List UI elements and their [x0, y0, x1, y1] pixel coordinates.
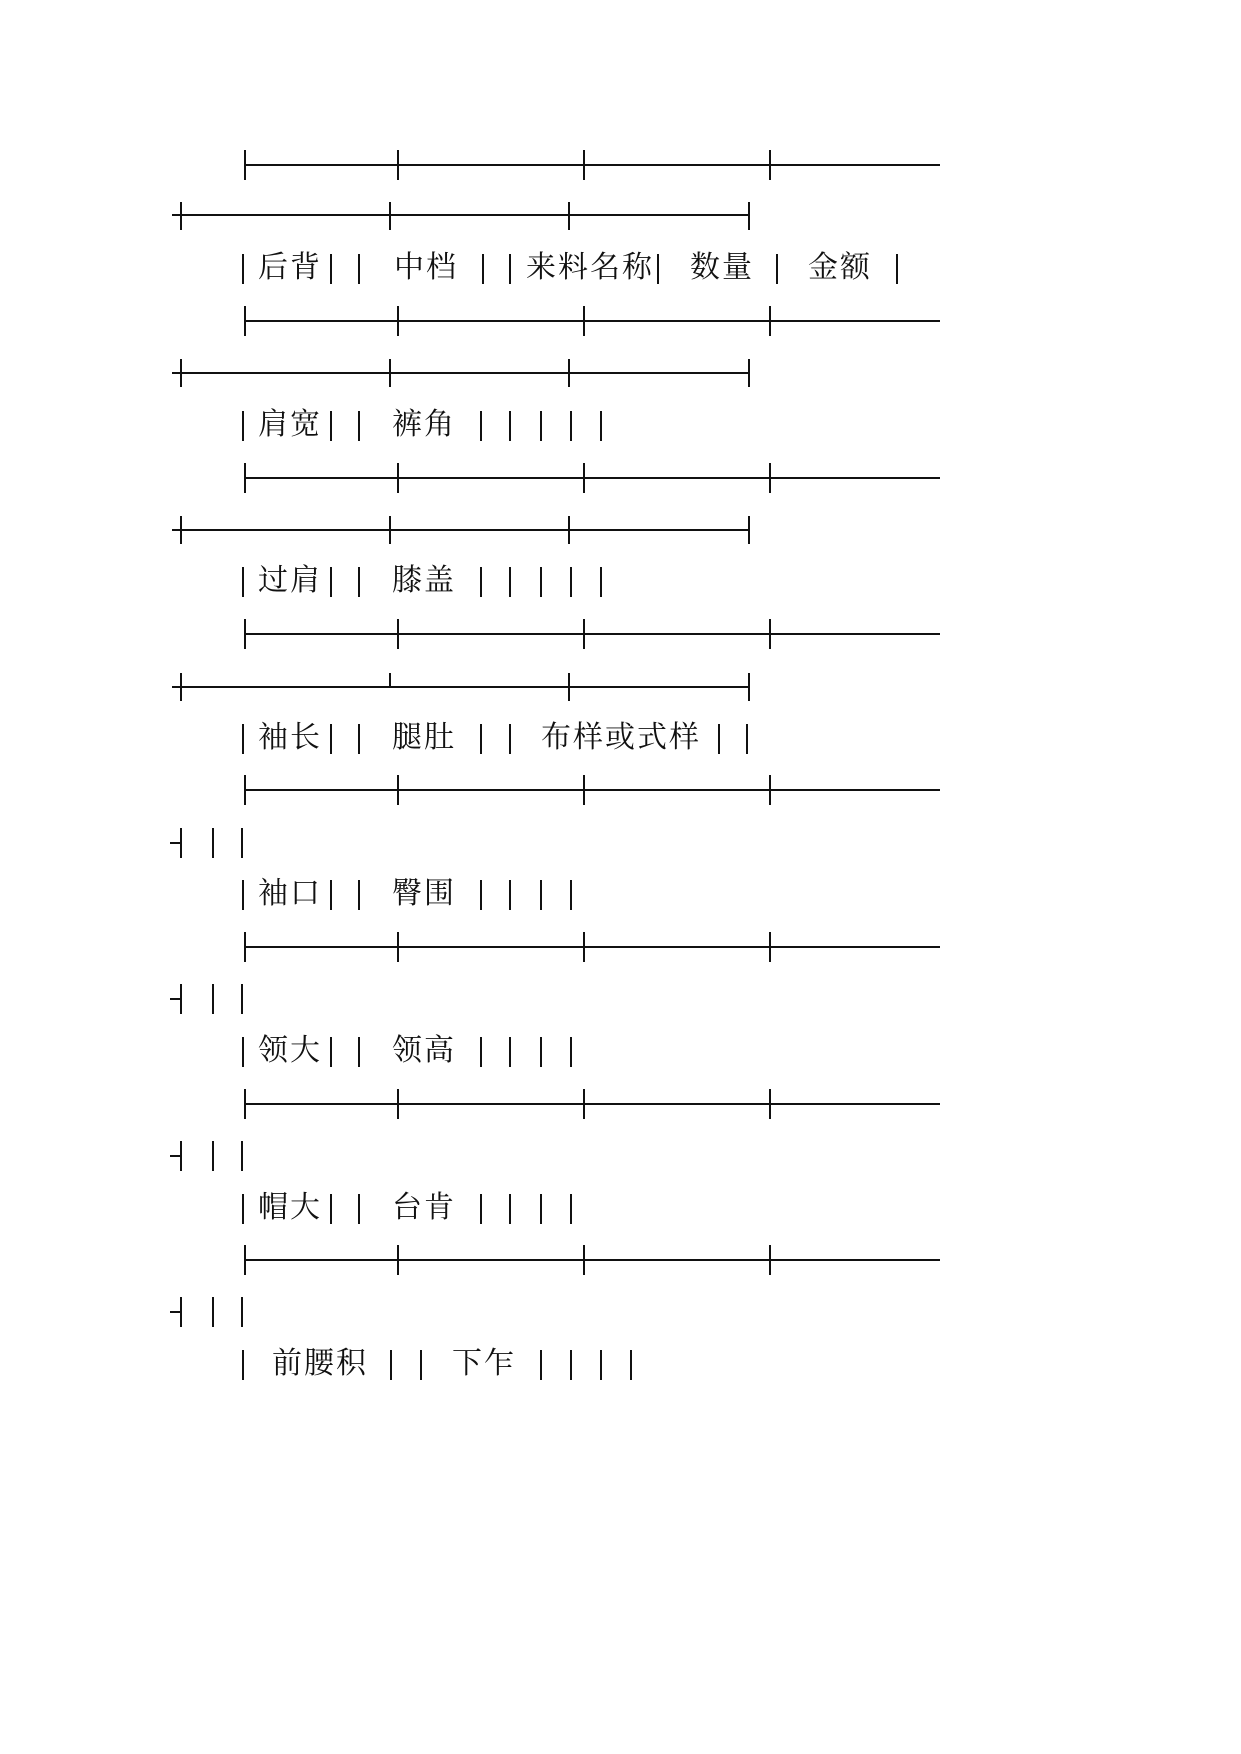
- cell-border: [540, 1037, 542, 1067]
- cell-border: [718, 724, 720, 754]
- cell-border: [509, 880, 511, 910]
- table-rule: [245, 320, 940, 322]
- cell-border: [180, 1141, 182, 1171]
- table-rule-tick: [568, 202, 570, 230]
- table-rule: [172, 214, 750, 216]
- cell-border: [330, 254, 332, 284]
- label-zhongdang: 中档: [394, 250, 458, 285]
- label-buyang: 布样或式样: [541, 720, 701, 755]
- label-xiuchang: 袖长: [258, 720, 322, 755]
- label-xiukou: 袖口: [258, 876, 322, 911]
- cell-border: [657, 254, 659, 284]
- cell-border: [358, 1037, 360, 1067]
- cell-border: [480, 567, 482, 597]
- cell-border: [330, 411, 332, 441]
- cell-border: [480, 1194, 482, 1224]
- table-rule-tick: [397, 619, 399, 649]
- table-rule-tick: [568, 359, 570, 387]
- label-houbei: 后背: [258, 250, 322, 285]
- cell-border: [509, 254, 511, 284]
- table-rule: [245, 477, 940, 479]
- cell-border: [540, 567, 542, 597]
- cell-border: [480, 724, 482, 754]
- label-kujiao: 裤角: [392, 407, 456, 442]
- cell-border: [509, 567, 511, 597]
- cell-border: [180, 1297, 182, 1327]
- table-rule-tick: [769, 775, 771, 805]
- table-rule-tick: [397, 932, 399, 962]
- cell-border: [180, 828, 182, 858]
- cell-border: [630, 1350, 632, 1380]
- table-rule: [245, 789, 940, 791]
- table-rule-tick: [244, 619, 246, 649]
- table-rule-tick: [769, 932, 771, 962]
- table-rule-tick: [397, 1245, 399, 1275]
- label-lingda: 领大: [258, 1033, 322, 1068]
- cell-border: [570, 1037, 572, 1067]
- cell-border: [242, 1350, 244, 1380]
- cell-border: [570, 567, 572, 597]
- cell-border: [390, 1350, 392, 1380]
- table-rule-tick: [769, 150, 771, 180]
- table-rule-tick: [244, 150, 246, 180]
- cell-border: [540, 1194, 542, 1224]
- table-rule: [172, 686, 750, 688]
- table-rule-tick: [389, 202, 391, 230]
- cell-border: [358, 1194, 360, 1224]
- table-rule-tick: [244, 463, 246, 493]
- cell-border: [776, 254, 778, 284]
- table-rule-tick: [244, 932, 246, 962]
- cell-border: [482, 254, 484, 284]
- table-rule-tick: [583, 306, 585, 336]
- table-rule-tick: [389, 359, 391, 387]
- label-jiankuan: 肩宽: [258, 407, 322, 442]
- cell-border: [358, 724, 360, 754]
- table-rule-tick: [583, 775, 585, 805]
- table-rule-tick: [769, 463, 771, 493]
- cell-border: [242, 1194, 244, 1224]
- table-rule-tick: [180, 673, 182, 701]
- label-xigai: 膝盖: [392, 563, 456, 598]
- cell-border: [330, 880, 332, 910]
- cell-border: [570, 880, 572, 910]
- cell-border: [509, 1194, 511, 1224]
- cell-border: [242, 724, 244, 754]
- cell-border: [570, 411, 572, 441]
- cell-border: [330, 1194, 332, 1224]
- cell-border: [241, 1297, 243, 1327]
- table-rule-tick: [568, 516, 570, 544]
- table-rule-tick: [389, 516, 391, 544]
- cell-border: [509, 1037, 511, 1067]
- cell-border: [330, 1037, 332, 1067]
- table-rule-tick: [397, 775, 399, 805]
- table-rule-tick: [583, 1089, 585, 1119]
- cell-border: [746, 724, 748, 754]
- cell-border: [540, 1350, 542, 1380]
- cell-border: [212, 828, 214, 858]
- cell-border: [241, 1141, 243, 1171]
- table-rule-tick: [583, 932, 585, 962]
- cell-border: [242, 880, 244, 910]
- cell-border: [540, 411, 542, 441]
- table-rule-tick: [769, 1089, 771, 1119]
- cell-border: [180, 984, 182, 1014]
- cell-border: [242, 254, 244, 284]
- cell-border: [330, 567, 332, 597]
- table-rule: [245, 164, 940, 166]
- cell-border: [241, 984, 243, 1014]
- table-rule-tick: [748, 516, 750, 544]
- table-rule-tick: [583, 150, 585, 180]
- label-xiazha: 下乍: [452, 1346, 516, 1381]
- cell-border: [540, 880, 542, 910]
- label-maoda: 帽大: [258, 1190, 322, 1225]
- label-jine: 金额: [808, 250, 872, 285]
- table-rule-tick: [180, 359, 182, 387]
- cell-border: [480, 880, 482, 910]
- cell-border: [480, 411, 482, 441]
- table-rule: [172, 372, 750, 374]
- label-linggao: 领高: [392, 1033, 456, 1068]
- table-rule: [245, 1259, 940, 1261]
- table-rule: [245, 633, 940, 635]
- cell-border: [241, 828, 243, 858]
- label-tunwei: 臀围: [392, 876, 456, 911]
- table-rule-tick: [748, 202, 750, 230]
- table-rule-tick: [397, 463, 399, 493]
- table-rule-tick: [389, 673, 391, 687]
- label-shuliang: 数量: [690, 250, 754, 285]
- cell-border: [212, 1141, 214, 1171]
- table-rule-tick: [769, 1245, 771, 1275]
- cell-border: [358, 567, 360, 597]
- cell-border: [570, 1350, 572, 1380]
- table-rule-tick: [748, 359, 750, 387]
- label-tuidu: 腿肚: [392, 720, 456, 755]
- cell-border: [212, 984, 214, 1014]
- table-rule-tick: [244, 775, 246, 805]
- cell-border: [509, 724, 511, 754]
- table-rule-tick: [769, 306, 771, 336]
- table-rule-tick: [397, 306, 399, 336]
- cell-border: [212, 1297, 214, 1327]
- table-rule-tick: [583, 1245, 585, 1275]
- table-rule-tick: [769, 619, 771, 649]
- cell-border: [600, 411, 602, 441]
- table-rule: [245, 946, 940, 948]
- label-guojian: 过肩: [258, 563, 322, 598]
- table-rule-tick: [244, 1245, 246, 1275]
- cell-border: [420, 1350, 422, 1380]
- cell-border: [242, 411, 244, 441]
- label-taiken: 台肯: [392, 1190, 456, 1225]
- table-rule-tick: [397, 1089, 399, 1119]
- label-laoliao: 来料名称: [526, 250, 654, 285]
- table-rule-tick: [748, 673, 750, 701]
- cell-border: [358, 411, 360, 441]
- cell-border: [509, 411, 511, 441]
- table-rule-tick: [583, 619, 585, 649]
- label-qianyaoji: 前腰积: [272, 1346, 368, 1381]
- cell-border: [242, 567, 244, 597]
- cell-border: [358, 254, 360, 284]
- cell-border: [480, 1037, 482, 1067]
- cell-border: [600, 567, 602, 597]
- cell-border: [570, 1194, 572, 1224]
- table-rule-tick: [180, 202, 182, 230]
- table-rule: [172, 529, 750, 531]
- cell-border: [242, 1037, 244, 1067]
- cell-border: [358, 880, 360, 910]
- table-rule: [245, 1103, 940, 1105]
- table-rule-tick: [397, 150, 399, 180]
- table-rule-tick: [583, 463, 585, 493]
- cell-border: [896, 254, 898, 284]
- table-rule-tick: [244, 306, 246, 336]
- table-rule-tick: [244, 1089, 246, 1119]
- cell-border: [330, 724, 332, 754]
- table-rule-tick: [180, 516, 182, 544]
- table-rule-tick: [568, 673, 570, 701]
- cell-border: [600, 1350, 602, 1380]
